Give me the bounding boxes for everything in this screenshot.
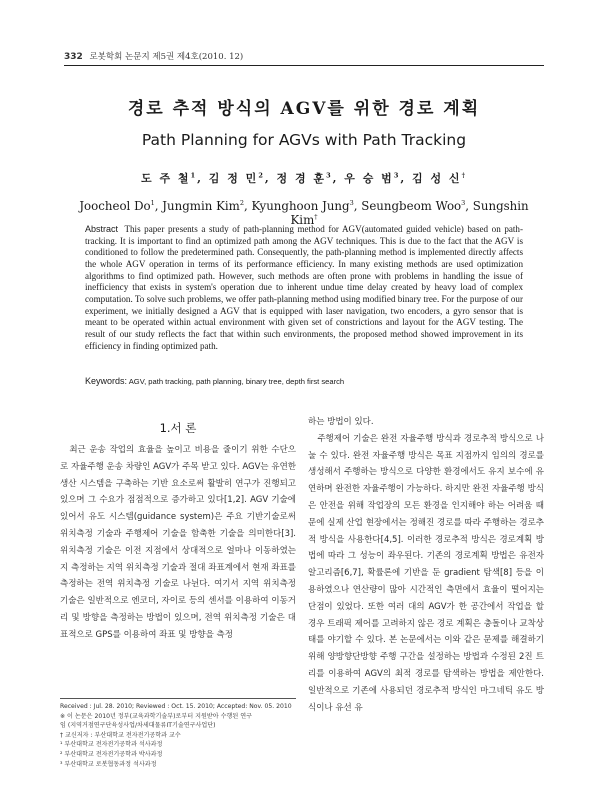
journal-name: 로봇학회 논문지 제5권 제4호(2010. 12): [89, 52, 244, 62]
author-ko-3: 정 경 훈$^3$,: [276, 171, 345, 185]
footnote-rule: [60, 698, 296, 699]
abstract-text: This paper presents a study of path-planning method for AGV(automated guided vehicle) based on path-tracking. It is important to find an optimized path among the AGV techniques. This is due to the fact that the AGV is conditioned to follow the predetermined path. Consequently, the path-planning method is implemented directly affects the whole AGV operation in terms of its performance efficiency. In many existing methods are used optimization algorithms to find optimized path. However, such methods are often prone with problems in handling the issue of inefficiency that exists in system's operation due to inherent undue time delay created by heavy load of complex computation. To solve such problems, we offer path-planning method using modified binary tree. For the purpose of our experiment, we initially designed a AGV that is equipped with laser navigation, two encoders, a gyro sensor that is meant to be operated within actual environment with given set of constrictions and layout for the AGV testing. The result of our study reflects the fact that within such environments, the proposed method showed improvement in its efficiency in finding optimized path.: [85, 224, 523, 351]
keywords: [85, 376, 525, 386]
author-ko-1: 도 주 철$^1$,: [141, 171, 209, 185]
body-column-left: [60, 442, 296, 696]
body-paragraph: 주행제어 기술은 완전 자율주행 방식과 경로추적 방식으로 나눌 수 있다. 완전 자율주행 방식은 목표 지점까지 임의의 경로를 생성해서 주행하는 방식으로 다양한 환경에서도 유지 보수에 유연하며 완전한 자율주행이 가능하다. 하지만 완전 자율주행 방식은 안전을 위해 작업장의 모든 환경을 인지해야 하는 어려움 때문에 실제 산업 현장에서는 정해진 경로를 따라 주행하는 경로추적 방식을 사용한다[4,5]. 이러한 경로추적 방식은 경로계획 방법에 따라 그 성능이 좌우된다. 기존의 경로계획 방법은 유전자 알고리즘[6,7], 확률론에 기반을 둔 gradient 탐색[8] 등을 이용하였으나 연산량이 많아 시간적인 측면에서 효율이 떨어지는 단점이 있었다. 또한 여러 대의 AGV가 한 공간에서 작업을 할 경우 트래픽 제어를 고려하지 않은 경로 계획은 충돌이나 교착상태를 야기할 수 있다. 본 논문에서는 이와 같은 문제를 해결하기 위해 양방향단방향 주행 구간을 설정하는 방법과 수정된 2진 트리를 이용하여 AGV의 최적 경로를 탐색하는 방법을 제안한다. 일반적으로 기존에 사용되던 경로추적 방식인 마그네틱 유도 방식이나 유선 유: [308, 433, 544, 713]
footnote-corresponding: † 교신저자 : 부산대학교 전자전기공학과 교수: [60, 731, 181, 739]
author-en-5: Sungshin Kim†: [290, 199, 529, 227]
authors-korean: [64, 170, 544, 186]
title-korean: 경로 추적 방식의 AGV를 위한 경로 계획: [127, 99, 481, 119]
header-rule: [64, 65, 544, 66]
footnote-received: Received : Jul. 28. 2010; Reviewed : Oct. 15. 2010; Accepted: Nov. 05. 2010: [60, 703, 292, 710]
author-ko-4: 우 승 범$^3$,: [344, 171, 413, 185]
section-heading-introduction: 1.서 론: [159, 421, 197, 435]
keywords-text: AGV, path tracking, path planning, binary tree, depth first search: [128, 377, 345, 386]
keywords-label: Keywords:: [85, 376, 128, 386]
abstract-label: Abstract: [85, 224, 119, 234]
page-number: 332: [64, 52, 83, 62]
footnote-affil-1: ¹ 부산대학교 전자전기공학과 석사과정: [60, 741, 163, 749]
author-en-3: Kyunghoon Jung$^3$,: [251, 199, 362, 213]
footnote-affil-3: ³ 부산대학교 로봇협동과정 석사과정: [60, 760, 157, 768]
author-en-2: Jungmin Kim$^2$,: [162, 199, 252, 213]
footnotes: [60, 702, 296, 769]
author-en-1: Joocheol Do$^1$,: [79, 199, 163, 213]
footnote-funding-cont: 임 (지역거점연구단육성사업/차세대물류IT기술연구사업단): [60, 722, 216, 730]
abstract: [85, 224, 523, 352]
footnote-funding: ※ 이 논문은 2010년 정부(교육과학기술부)로부터 지원받아 수행된 연구: [60, 712, 252, 720]
author-ko-5: 김 성 신†: [412, 171, 467, 185]
author-ko-2: 김 정 민$^2$,: [208, 171, 277, 185]
footnote-affil-2: ² 부산대학교 전자전기공학과 박사과정: [60, 750, 163, 758]
running-head: [64, 50, 243, 62]
body-column-right: [308, 414, 544, 794]
body-paragraph: 하는 방법이 있다.: [308, 417, 374, 427]
authors-english: [64, 199, 544, 227]
title-english: Path Planning for AGVs with Path Tracking: [141, 131, 467, 149]
body-paragraph: 최근 운송 작업의 효율을 높이고 비용을 줄이기 위한 수단으로 자율주행 운송 차량인 AGV가 주목 받고 있다. AGV는 유연한 생산 시스템을 구축하는 기반 요소로써 활발히 연구가 진행되고 있으며 그 수요가 점점적으로 증가하고 있다[1,2]. AGV 기술에 있어서 유도 시스템(guidance system)은 주요 기반기술로써 위치측정 기술과 주행제어 기술을 함축한 기술을 의미한다[3]. 위치측정 기술은 이전 지점에서 상대적으로 얼마나 이동하였는지 측정하는 지역 위치측정 기술과 절대 좌표계에서 현재 좌표를 측정하는 전역 위치측정 기술로 나뉜다. 여기서 지역 위치측정 기술은 일반적으로 엔코더, 자이로 등의 센서를 이용하여 이동거리 및 방향을 측정하는 방법이 있으며, 전역 위치측정 기술은 대표적으로 GPS를 이용하여 좌표 및 방향을 측정: [60, 445, 296, 640]
author-en-4: Seungbeom Woo$^3$,: [361, 199, 473, 213]
